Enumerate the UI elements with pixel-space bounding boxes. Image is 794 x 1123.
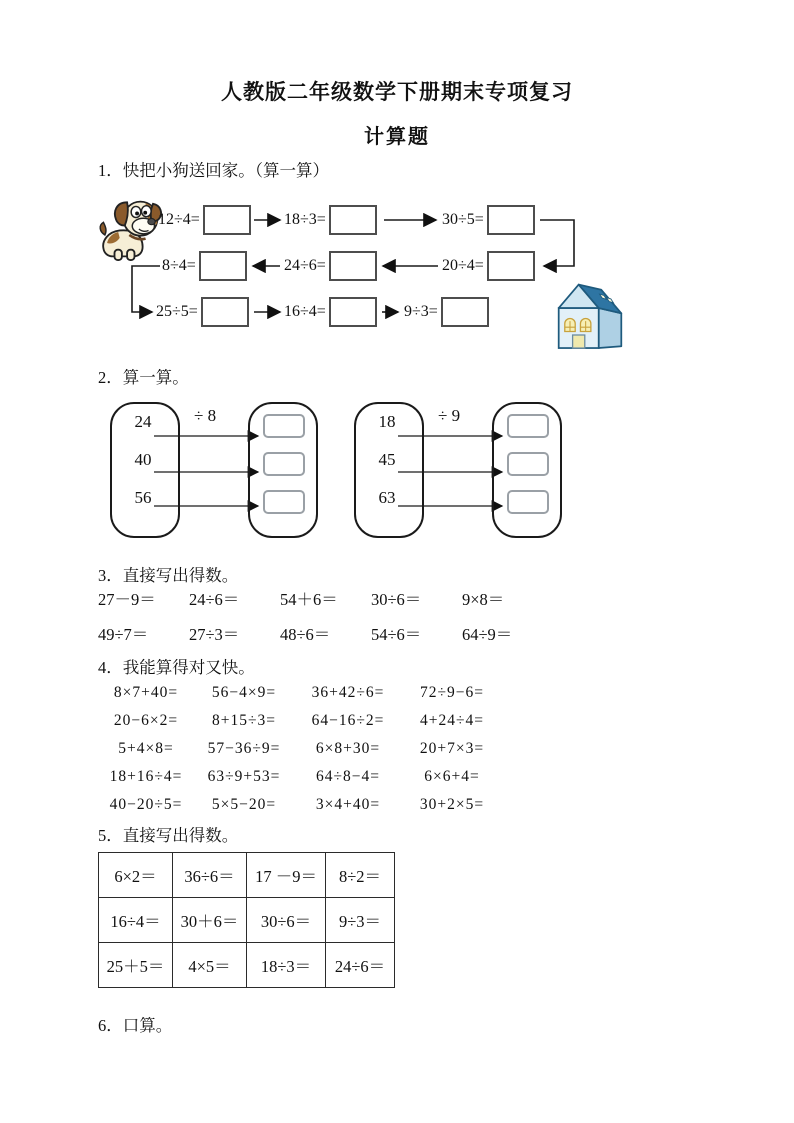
operation-label: ÷ 9 [438, 406, 461, 425]
q6-label: 6．口算。 [98, 1016, 173, 1035]
page-subtitle: 计算题 [364, 126, 430, 148]
equation-label: 18÷3= [284, 211, 326, 228]
table-cell-equation[interactable]: 30＋6＝ [173, 898, 247, 943]
equation: 20−6×2= [113, 712, 179, 729]
equation-label: 30÷5= [442, 211, 484, 228]
equation: 8×7+40= [113, 684, 179, 701]
table-cell-equation[interactable]: 30÷6＝ [247, 898, 326, 943]
equation: 27－9＝ [98, 590, 156, 609]
table-cell-equation[interactable]: 25＋5＝ [99, 943, 173, 988]
dividend: 45 [378, 450, 396, 469]
problem-row [98, 735, 588, 763]
q4-problems [98, 679, 588, 819]
problem-row [98, 586, 568, 610]
answer-box[interactable] [263, 452, 305, 476]
q2-label: 2．算一算。 [98, 368, 189, 387]
equation: 8+15÷3= [212, 712, 276, 729]
q1-flowchart [96, 194, 696, 362]
table-cell-equation[interactable]: 4×5＝ [173, 943, 247, 988]
equation-label: 25÷5= [156, 303, 198, 320]
equation: 6×6+4= [424, 768, 480, 785]
table-cell-equation[interactable]: 36÷6＝ [173, 853, 247, 898]
answer-box[interactable] [329, 205, 377, 235]
equation: 18+16÷4= [109, 768, 183, 785]
dividend: 56 [134, 488, 152, 507]
q4-label: 4．我能算得对又快。 [98, 658, 255, 677]
problem-row [98, 763, 588, 791]
answer-box[interactable] [441, 297, 489, 327]
q3-label: 3．直接写出得数。 [98, 566, 239, 585]
problem-row [98, 679, 588, 707]
equation: 64÷8−4= [316, 768, 380, 785]
equation: 24÷6＝ [189, 590, 240, 609]
equation-label: 12÷4= [158, 211, 200, 228]
table-cell-equation[interactable]: 9÷3＝ [326, 898, 395, 943]
table-row [99, 943, 395, 988]
q5-table [98, 852, 395, 988]
flow-step [284, 297, 377, 327]
equation: 5×5−20= [211, 796, 277, 813]
answer-box[interactable] [263, 490, 305, 514]
answer-box[interactable] [329, 251, 377, 281]
equation: 57−36÷9= [207, 740, 281, 757]
equation-label: 24÷6= [284, 257, 326, 274]
equation: 49÷7＝ [98, 625, 149, 644]
equation-label: 9÷3= [404, 303, 438, 320]
equation: 64÷9＝ [462, 625, 513, 644]
answer-box[interactable] [201, 297, 249, 327]
equation-label: 16÷4= [284, 303, 326, 320]
table-cell-equation[interactable]: 8÷2＝ [326, 853, 395, 898]
problem-row [98, 707, 588, 735]
table-row [99, 853, 395, 898]
answer-box[interactable] [507, 452, 549, 476]
equation: 6×8+30= [315, 740, 381, 757]
house-icon [550, 276, 630, 354]
equation: 9×8＝ [462, 590, 505, 609]
dividend: 18 [378, 412, 396, 431]
answer-box[interactable] [507, 490, 549, 514]
page-title: 人教版二年级数学下册期末专项复习 [221, 80, 573, 104]
problem-row [98, 621, 568, 645]
equation-label: 20÷4= [442, 257, 484, 274]
answer-box[interactable] [487, 251, 535, 281]
equation: 72÷9−6= [420, 684, 484, 701]
flow-step [442, 205, 535, 235]
problem-row [98, 791, 588, 819]
dividend: 40 [134, 450, 152, 469]
answer-box[interactable] [487, 205, 535, 235]
equation: 40−20÷5= [109, 796, 183, 813]
operation-label: ÷ 8 [194, 406, 217, 425]
equation: 20+7×3= [419, 740, 485, 757]
answer-box[interactable] [329, 297, 377, 327]
table-cell-equation[interactable]: 6×2＝ [99, 853, 173, 898]
equation: 30÷6＝ [371, 590, 422, 609]
table-row [99, 898, 395, 943]
answer-box[interactable] [507, 414, 549, 438]
flow-step [156, 297, 249, 327]
equation: 4+24÷4= [420, 712, 484, 729]
answer-box[interactable] [199, 251, 247, 281]
equation: 48÷6＝ [280, 625, 331, 644]
table-cell-equation[interactable]: 17 －9＝ [247, 853, 326, 898]
equation: 56−4×9= [211, 684, 277, 701]
q5-label: 5．直接写出得数。 [98, 826, 239, 845]
equation: 54＋6＝ [280, 590, 338, 609]
flow-step [162, 251, 247, 281]
equation-label: 8÷4= [162, 257, 196, 274]
equation: 5+4×8= [118, 740, 174, 757]
equation: 64−16÷2= [311, 712, 385, 729]
equation: 54÷6＝ [371, 625, 422, 644]
q1-label: 1．快把小狗送回家。（算一算） [98, 161, 329, 180]
flow-step [404, 297, 489, 327]
equation: 63÷9+53= [207, 768, 281, 785]
answer-box[interactable] [263, 414, 305, 438]
q3-problems [98, 586, 568, 656]
dividend: 63 [378, 488, 396, 507]
table-cell-equation[interactable]: 18÷3＝ [247, 943, 326, 988]
dividend: 24 [134, 412, 152, 431]
table-cell-equation[interactable]: 16÷4＝ [99, 898, 173, 943]
equation: 30+2×5= [419, 796, 485, 813]
flow-step [158, 205, 251, 235]
flow-step [284, 205, 377, 235]
table-cell-equation[interactable]: 24÷6＝ [326, 943, 395, 988]
q2-diagram [98, 398, 578, 550]
equation: 36+42÷6= [311, 684, 385, 701]
flow-step [284, 251, 377, 281]
flow-step [442, 251, 535, 281]
equation: 27÷3＝ [189, 625, 240, 644]
answer-box[interactable] [203, 205, 251, 235]
equation: 3×4+40= [315, 796, 381, 813]
